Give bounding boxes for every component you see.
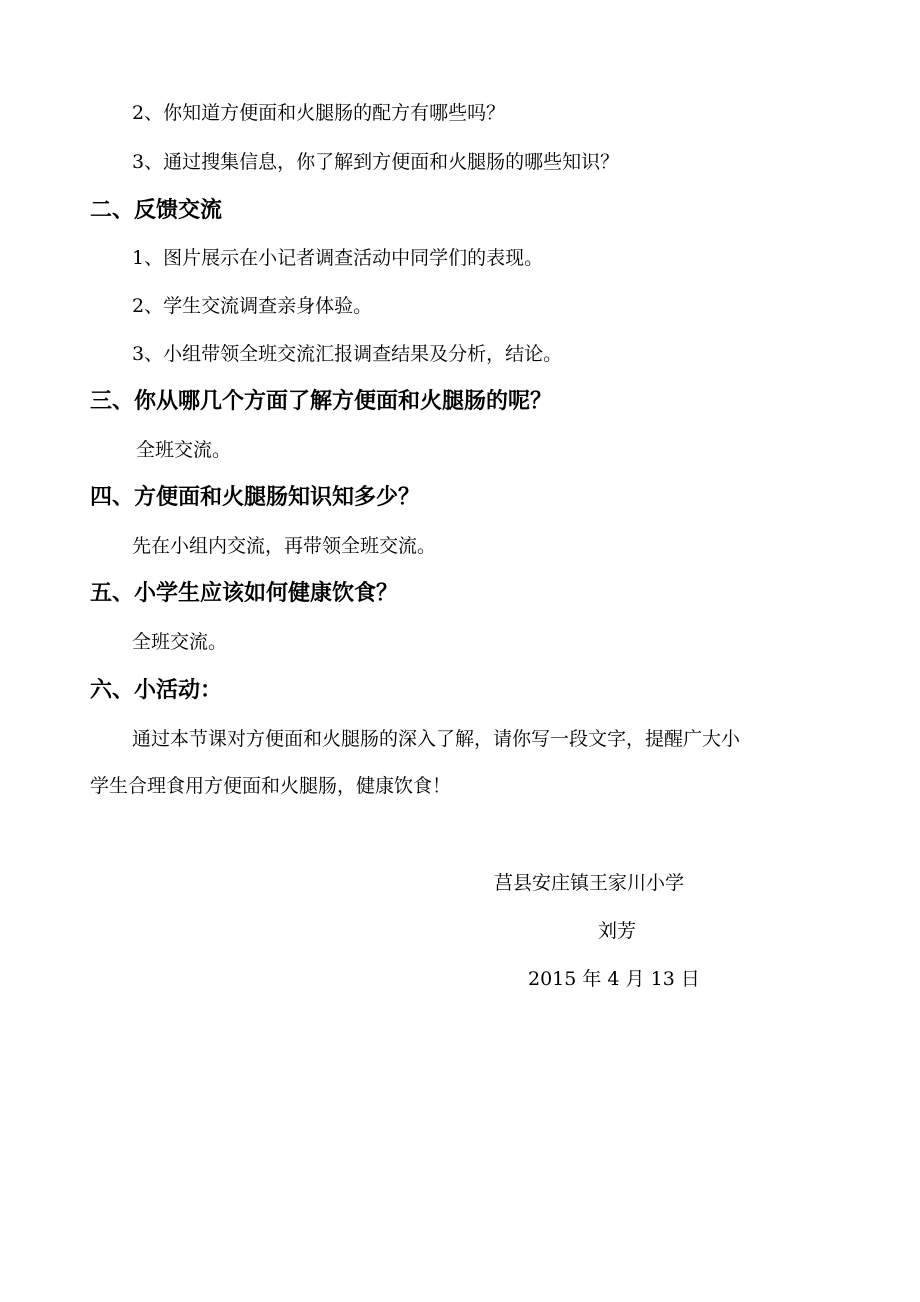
section-6-body-line-2: 学生合理食用方便面和火腿肠，健康饮食！ — [90, 775, 452, 797]
section-3-heading: 三、你从哪几个方面了解方便面和火腿肠的呢？ — [90, 389, 553, 414]
section-3-body: 全班交流。 — [136, 439, 232, 461]
section-6-heading: 六、小活动： — [90, 678, 223, 703]
section-4-body: 先在小组内交流，再带领全班交流。 — [132, 535, 437, 557]
section-2-item-1: 1、图片展示在小记者调查活动中同学们的表现。 — [132, 247, 544, 269]
section-5-heading: 五、小学生应该如何健康饮食？ — [90, 581, 399, 606]
section-2-item-3: 3、小组带领全班交流汇报调查结果及分析，结论。 — [132, 343, 563, 365]
section-6-body-line-1: 通过本节课对方便面和火腿肠的深入了解，请你写一段文字，提醒广大小 — [132, 728, 741, 750]
section-5-body: 全班交流。 — [132, 631, 228, 653]
section-2-heading: 二、反馈交流 — [90, 198, 223, 223]
signature-author: 刘芳 — [598, 920, 637, 942]
intro-item-3: 3、通过搜集信息，你了解到方便面和火腿肠的哪些知识？ — [132, 151, 620, 173]
section-4-heading: 四、方便面和火腿肠知识知多少？ — [90, 485, 421, 510]
intro-item-2: 2、你知道方便面和火腿肠的配方有哪些吗？ — [132, 102, 506, 124]
signature-date: 2015 年 4 月 13 日 — [528, 968, 700, 990]
signature-school: 莒县安庄镇王家川小学 — [494, 872, 685, 894]
section-2-item-2: 2、学生交流调查亲身体验。 — [132, 295, 373, 317]
